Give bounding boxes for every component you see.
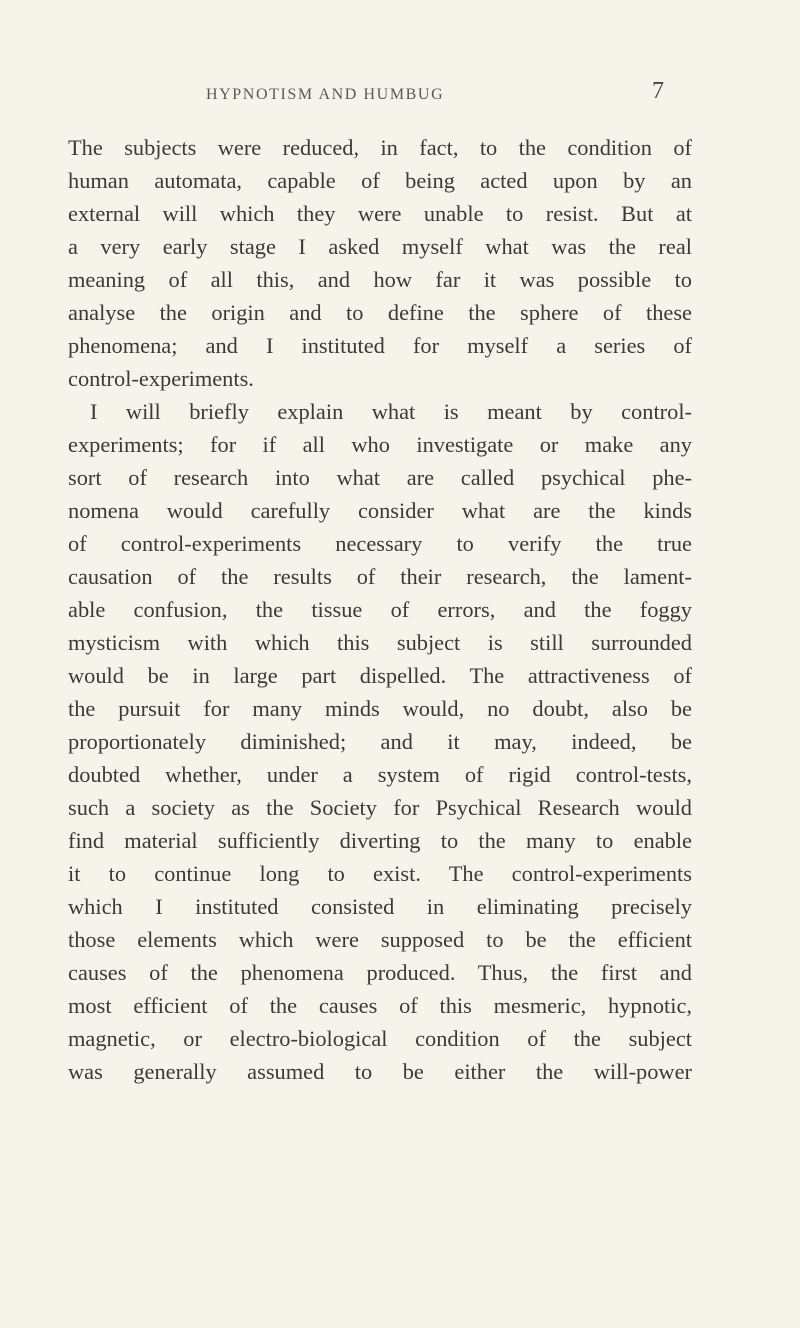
text-line: the pursuit for many minds would, no doubt, also be — [68, 696, 692, 721]
text-line: causation of the results of their research, the lament- — [68, 564, 692, 589]
text-line: which I instituted consisted in eliminating precisely — [68, 894, 692, 919]
text-line: experiments; for if all who investigate or make any — [68, 432, 692, 457]
text-line: a very early stage I asked myself what was the real — [68, 234, 692, 259]
text-line: most efficient of the causes of this mesmeric, hypnotic, — [68, 993, 692, 1018]
text-line: nomena would carefully consider what are the kinds — [68, 498, 692, 523]
text-line: mysticism with which this subject is still surrounded — [68, 630, 692, 655]
text-line: doubted whether, under a system of rigid control-tests, — [68, 762, 692, 787]
text-line: was generally assumed to be either the will-power — [68, 1059, 692, 1084]
text-line: of control-experiments necessary to verify the true — [68, 531, 692, 556]
text-line: control-experiments. — [68, 366, 254, 391]
page-header — [0, 78, 800, 116]
text-line: would be in large part dispelled. The attractiveness of — [68, 663, 692, 688]
text-line: phenomena; and I instituted for myself a series of — [68, 333, 692, 358]
text-line: find material sufficiently diverting to the many to enable — [68, 828, 692, 853]
text-line: I will briefly explain what is meant by control- — [90, 399, 692, 424]
text-line: such a society as the Society for Psychical Research would — [68, 795, 692, 820]
text-line: causes of the phenomena produced. Thus, the first and — [68, 960, 692, 985]
text-line: it to continue long to exist. The control-experiments — [68, 861, 692, 886]
text-line: human automata, capable of being acted upon by an — [68, 168, 692, 193]
text-line: able confusion, the tissue of errors, and the foggy — [68, 597, 692, 622]
text-line: meaning of all this, and how far it was possible to — [68, 267, 692, 292]
text-line: external will which they were unable to resist. But at — [68, 201, 692, 226]
page-number: 7 — [652, 78, 664, 104]
running-head: HYPNOTISM AND HUMBUG — [206, 86, 445, 103]
text-line: The subjects were reduced, in fact, to the condition of — [68, 135, 692, 160]
text-line: analyse the origin and to define the sphere of these — [68, 300, 692, 325]
text-line: magnetic, or electro-biological condition of the subject — [68, 1026, 692, 1051]
text-line: sort of research into what are called psychical phe- — [68, 465, 692, 490]
text-line: proportionately diminished; and it may, indeed, be — [68, 729, 692, 754]
text-line: those elements which were supposed to be the efficient — [68, 927, 692, 952]
